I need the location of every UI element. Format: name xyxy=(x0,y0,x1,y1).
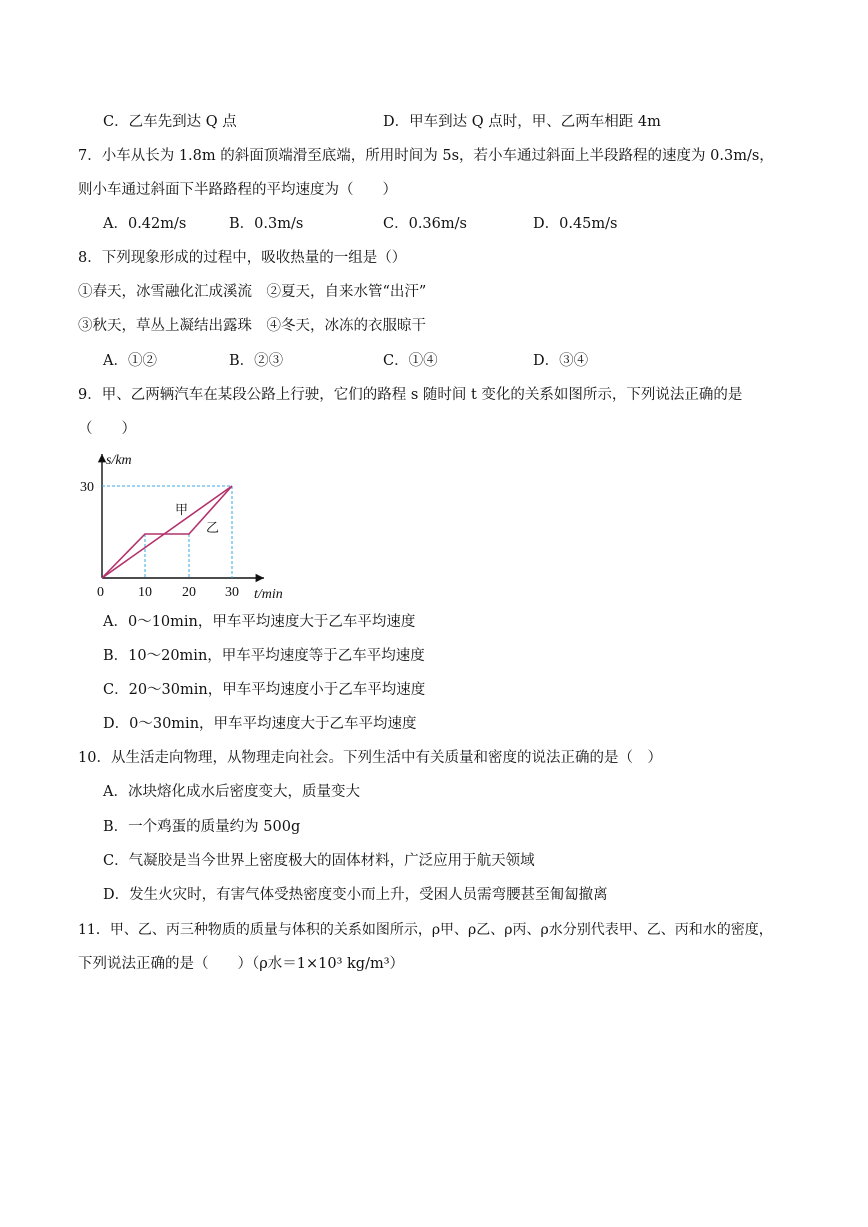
q8-option-d: D．③④ xyxy=(533,353,589,369)
x-tick-30: 30 xyxy=(225,585,239,600)
q10-option-c: C．气凝胶是当今世界上密度极大的固体材料，广泛应用于航天领域 xyxy=(103,853,535,869)
x-tick-20: 20 xyxy=(182,585,196,600)
q7-stem-line1: 7．小车从长为 1.8m 的斜面顶端滑至底端，所用时间为 5s，若小车通过斜面上半段路程的速度为 0.3m/s， xyxy=(78,148,774,164)
q8-option-a: A．①② xyxy=(103,353,157,369)
q10-stem: 10．从生活走向物理，从物理走向社会。下列生活中有关质量和密度的说法正确的是（ ） xyxy=(78,750,662,766)
q6-option-c: C．乙车先到达 Q 点 xyxy=(103,114,237,130)
q8-option-c: C．①④ xyxy=(383,353,438,369)
q6-option-d: D．甲车到达 Q 点时，甲、乙两车相距 4m xyxy=(383,114,661,130)
label-jia: 甲 xyxy=(175,503,189,518)
q9-option-a: A．0～10min，甲车平均速度大于乙车平均速度 xyxy=(103,614,416,630)
q11-stem-line2: 下列说法正确的是（ ）（ρ水＝1×10³ kg/m³） xyxy=(78,956,405,972)
q9-option-b: B．10～20min，甲车平均速度等于乙车平均速度 xyxy=(103,648,425,664)
q8-stem: 8．下列现象形成的过程中，吸收热量的一组是（） xyxy=(78,250,407,266)
q9-stem-line1: 9．甲、乙两辆汽车在某段公路上行驶，它们的路程 s 随时间 t 变化的关系如图所示，下列说法正确的是 xyxy=(78,387,743,403)
x-axis-label: t/min xyxy=(254,587,283,602)
q10-option-a: A．冰块熔化成水后密度变大，质量变大 xyxy=(103,784,360,800)
q7-option-b: B．0.3m/s xyxy=(229,216,304,232)
label-yi: 乙 xyxy=(206,521,220,536)
x-tick-10: 10 xyxy=(138,585,152,600)
q10-option-b: B．一个鸡蛋的质量约为 500g xyxy=(103,819,301,835)
q8-items-line2: ③秋天，草丛上凝结出露珠 ④冬天，冰冻的衣服晾干 xyxy=(78,318,426,334)
q7-option-c: C．0.36m/s xyxy=(383,216,467,232)
q7-stem-line2: 则小车通过斜面下半路路程的平均速度为（ ） xyxy=(78,182,397,198)
y-tick-30: 30 xyxy=(80,480,94,495)
q9-stem-line2: （ ） xyxy=(78,421,136,437)
y-axis-label: s/km xyxy=(106,453,132,468)
q8-option-b: B．②③ xyxy=(229,353,284,369)
q7-option-d: D．0.45m/s xyxy=(533,216,618,232)
q8-items-line1: ①春天，冰雪融化汇成溪流 ②夏天，自来水管“出汗” xyxy=(78,284,427,300)
q9-distance-time-graph xyxy=(78,448,283,608)
q9-option-d: D．0～30min，甲车平均速度大于乙车平均速度 xyxy=(103,716,417,732)
q11-stem-line1: 11．甲、乙、丙三种物质的质量与体积的关系如图所示，ρ甲、ρ乙、ρ丙、ρ水分别代表甲、乙、丙和水的密度， xyxy=(78,922,773,938)
x-tick-0: 0 xyxy=(97,585,104,600)
q10-option-d: D．发生火灾时，有害气体受热密度变小而上升，受困人员需弯腰甚至匍匐撤离 xyxy=(103,887,608,903)
q9-option-c: C．20～30min，甲车平均速度小于乙车平均速度 xyxy=(103,682,426,698)
q7-option-a: A．0.42m/s xyxy=(103,216,187,232)
